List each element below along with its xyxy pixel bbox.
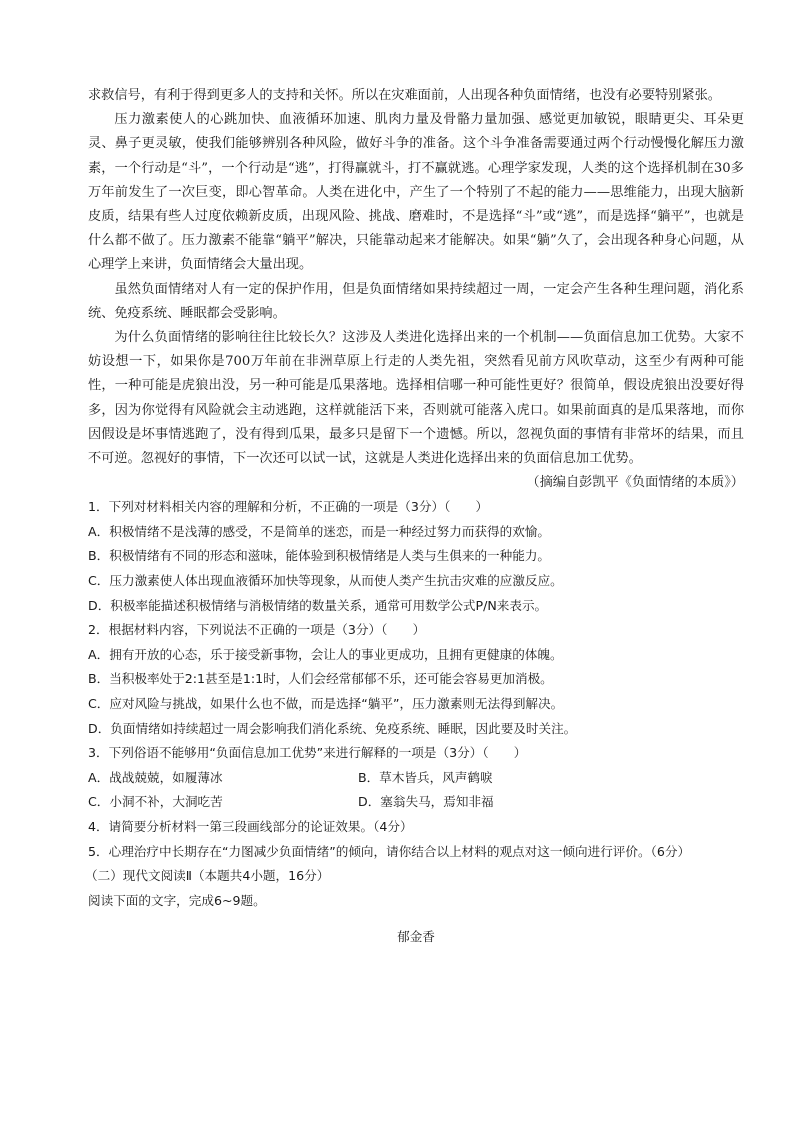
- passage-paragraph-2: 压力激素使人的心跳加快、血液循环加速、肌肉力量及骨骼力量加强、感觉更加敏锐，眼睛更尖、耳朵更灵、鼻子更灵敏，使我们能够辨别各种风险，做好斗争的准备。这个斗争准备需要通过两个行动慢慢化解压力激素，一个行动是“斗”，一个行动是“逃”，打得赢就斗，打不赢就逃。心理学家发现，人类的这个选择机制在30多万年前发生了一次巨变，即心智革命。人类在进化中，产生了一个特别了不起的能力——思维能力，出现大脑新皮质，结果有些人过度依赖新皮质，出现风险、挑战、磨难时，不是选择“斗”或“逃”，而是选择“躺平”，也就是什么都不做了。压力激素不能靠“躺平”解决，只能靠动起来才能解决。如果“躺”久了，会出现各种身心问题，从心理学上来讲，负面情绪会大量出现。: [88, 112, 744, 273]
- passage-source: （摘编自彭凯平《负面情绪的本质》）: [526, 475, 744, 491]
- passage-paragraph-3: 虽然负面情绪对人有一定的保护作用，但是负面情绪如果持续超过一周，一定会产生各种生理问题，消化系统、免疫系统、睡眠都会受影响。: [88, 281, 744, 321]
- question-3-option-b: B．草木皆兵，风声鹤唳: [358, 769, 493, 785]
- question-2-stem: 2．根据材料内容，下列说法不正确的一项是（3分）（ ）: [88, 622, 426, 638]
- question-4-stem: 4．请简要分析材料一第三段画线部分的论证效果。（4分）: [88, 818, 413, 834]
- section-2-heading: （二）现代文阅读Ⅱ（本题共4小题，16分）: [85, 868, 330, 884]
- question-2-option-d: D．负面情绪如持续超过一周会影响我们消化系统、免疫系统、睡眠，因此要及时关注。: [88, 720, 577, 736]
- question-1-option-b: B．积极情绪有不同的形态和滋味，能体验到积极情绪是人类与生俱来的一种能力。: [88, 548, 551, 564]
- question-3-options-row-1: [88, 766, 744, 791]
- question-5-stem: 5．心理治疗中长期存在“力图减少负面情绪”的倾向，请你结合以上材料的观点对这一倾向进行评价。（6分）: [88, 843, 691, 859]
- question-3-option-d: D．塞翁失马，焉知非福: [358, 794, 494, 810]
- question-2-option-c: C．应对风险与挑战，如果什么也不做，而是选择“躺平”，压力激素则无法得到解决。: [88, 696, 564, 711]
- question-1-option-a: A．积极情绪不是浅薄的感受，不是简单的迷恋，而是一种经过努力而获得的欢愉。: [88, 523, 550, 539]
- section-2-instruction: 阅读下面的文字，完成6~9题。: [88, 892, 266, 908]
- question-3-stem: 3．下列俗语不能够用“负面信息加工优势”来进行解释的一项是（3分）（ ）: [88, 745, 527, 761]
- question-1-stem: 1．下列对材料相关内容的理解和分析，不正确的一项是（3分）（ ）: [88, 499, 489, 515]
- question-3-option-a: A．战战兢兢，如履薄冰: [88, 769, 223, 785]
- question-3-option-c: C．小洞不补，大洞吃苦: [88, 794, 223, 810]
- question-2-option-b: B．当积极率处于2:1甚至是1:1时，人们会经常郁郁不乐，还可能会容易更加消极。: [88, 671, 553, 687]
- passage-paragraph-1: 求救信号，有利于得到更多人的支持和关怀。所以在灾难面前，人出现各种负面情绪，也没有必要特别紧张。: [88, 88, 721, 103]
- question-3-options-row-2: [88, 790, 744, 815]
- question-1-option-c: C．压力激素使人体出现血液循环加快等现象，从而使人类产生抗击灾难的应激反应。: [88, 573, 563, 589]
- question-block: [85, 495, 744, 950]
- reading-passage: [88, 84, 744, 495]
- question-1-option-d: D．积极率能描述积极情绪与消极情绪的数量关系，通常可用数学公式P/N来表示。: [88, 597, 548, 613]
- story-title: 郁金香: [397, 929, 435, 945]
- passage-paragraph-4: 为什么负面情绪的影响往往比较长久？这涉及人类进化选择出来的一个机制——负面信息加工优势。大家不妨设想一下，如果你是700万年前在非洲草原上行走的人类先祖，突然看见前方风吹草动，这至少有两种可能性，一种可能是虎狼出没，另一种可能是瓜果落地。选择相信哪一种可能性更好？很简单，假设虎狼出没要好得多，因为你觉得有风险就会主动逃跑，这样就能活下来，否则就可能落入虎口。如果前面真的是瓜果落地，而你因假设是坏事情逃跑了，没有得到瓜果，最多只是留下一个遗憾。所以，忽视负面的事情有非常坏的结果，而且不可逆。忽视好的事情，下一次还可以试一试，这就是人类进化选择出来的负面信息加工优势。: [88, 330, 744, 467]
- question-2-option-a: A．拥有开放的心态，乐于接受新事物，会让人的事业更成功，且拥有更健康的体魄。: [88, 646, 563, 662]
